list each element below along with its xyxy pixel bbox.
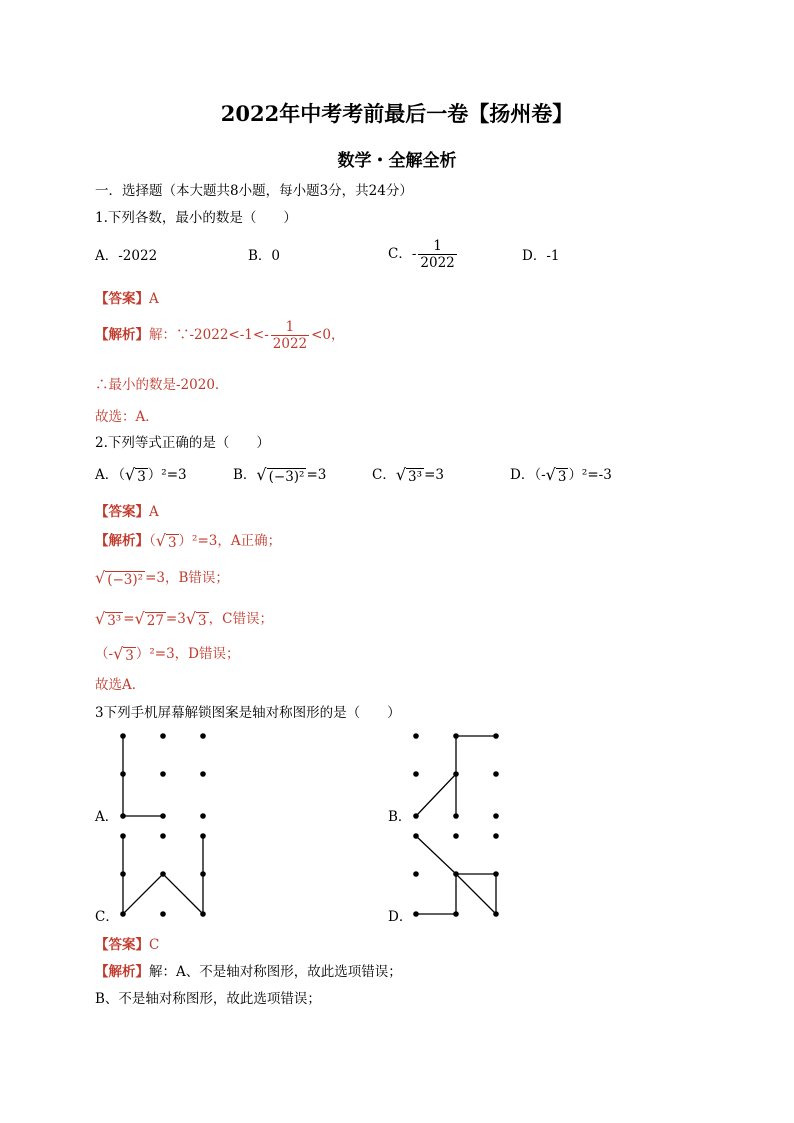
q3-analysis-line-1 [95, 963, 402, 981]
sqrt-expression: √ 3 [185, 609, 207, 629]
q1-option-c [388, 238, 459, 271]
answer-value: A [149, 291, 159, 307]
fraction-denominator: 2022 [420, 255, 455, 271]
q3-pattern-d [408, 830, 504, 922]
q2-analysis-line-4 [95, 645, 240, 664]
q3-option-d-label: D． [388, 909, 413, 925]
radicand: (−3)² [268, 469, 305, 485]
analysis-fraction [271, 319, 309, 352]
sqrt-expression: √ 3³ [395, 465, 423, 485]
analysis-text: = [123, 611, 135, 627]
analysis-text: =3 [165, 611, 186, 627]
q2-analysis-line-2 [95, 569, 229, 588]
radicand: 3 [557, 469, 567, 485]
q3-option-a-label: A． [95, 809, 119, 825]
option-text: A．（ [95, 467, 125, 483]
analysis-text: ）²=3，D错误； [135, 646, 240, 662]
analysis-text: （- [95, 646, 114, 662]
option-text: =3 [424, 467, 444, 483]
q1-conclusion: ∴最小的数是-2020． [95, 377, 229, 393]
q1-option-a: A．-2022 [95, 248, 158, 264]
option-text: =3 [306, 467, 327, 483]
radicand: 3³ [107, 613, 122, 629]
answer-tag: 【答案】 [95, 937, 149, 953]
analysis-text: ）²=3，A正确； [178, 533, 282, 549]
pattern-stroke [456, 874, 496, 914]
answer-value: A [149, 504, 159, 520]
pattern-stroke [416, 874, 456, 914]
option-text: ）²=-3 [568, 467, 612, 483]
q2-analysis-line-1 [95, 532, 281, 551]
analysis-text: 解：A、不是轴对称图形，故此选项错误； [149, 964, 402, 980]
q2-analysis-line-3 [95, 610, 273, 629]
option-text: ）²=3 [147, 467, 187, 483]
q3-option-b-label: B． [388, 809, 412, 825]
q1-choose: 故选：A． [95, 409, 159, 425]
q3-option-c-label: C． [95, 909, 119, 925]
q2-option-b [233, 466, 326, 485]
sqrt-expression: √ 3 [545, 465, 567, 485]
analysis-tag: 【解析】 [95, 327, 149, 343]
analysis-tag: 【解析】 [95, 964, 149, 980]
radicand: 3 [137, 469, 146, 485]
sqrt-expression: √ 27 [134, 609, 164, 629]
q3-pattern-c [115, 830, 211, 922]
q3-pattern-b [408, 730, 504, 824]
q2-option-a [95, 466, 187, 485]
q1-stem: 1.下列各数，最小的数是（ ） [95, 210, 297, 226]
answer-tag: 【答案】 [95, 291, 149, 307]
radicand: 3 [167, 535, 177, 551]
q3-pattern-a [115, 730, 211, 824]
q1-analysis [95, 319, 345, 352]
q3-answer [95, 936, 159, 954]
q1-option-d: D．-1 [522, 248, 560, 264]
radicand: 3 [198, 613, 207, 629]
q2-choose: 故选A． [95, 677, 146, 693]
option-text: C． [372, 467, 396, 483]
sqrt-expression: √ (−3)² [95, 568, 144, 588]
q1-option-c-label: C．- [388, 246, 417, 262]
q1-answer [95, 290, 159, 308]
radicand: 3 [125, 648, 134, 664]
radicand: 3³ [408, 469, 423, 485]
sqrt-expression: √ (−3)² [256, 465, 305, 485]
analysis-tag: 【解析】 [95, 533, 149, 549]
q3-analysis-line-2: B、不是轴对称图形，故此选项错误； [95, 991, 321, 1007]
sqrt-expression: √ 3³ [95, 609, 122, 629]
radicand: (−3)² [107, 572, 144, 588]
analysis-text: 解：∵-2022<-1<- [149, 327, 269, 343]
sqrt-expression: √ 3 [155, 531, 177, 551]
analysis-text: <0， [311, 327, 345, 343]
radicand: 27 [146, 613, 164, 629]
q2-answer [95, 503, 159, 521]
analysis-text: （ [149, 533, 156, 549]
q3-stem: 3下列手机屏幕解锁图案是轴对称图形的是（ ） [95, 705, 401, 721]
q1-option-b: B．0 [248, 248, 281, 264]
q2-option-c [372, 466, 444, 485]
page-title: 2022年中考考前最后一卷【扬州卷】 [220, 101, 574, 126]
analysis-text: ，C错误； [208, 611, 273, 627]
answer-tag: 【答案】 [95, 504, 149, 520]
fraction-denominator: 2022 [272, 336, 308, 352]
sqrt-expression: √ 3 [113, 644, 134, 664]
option-text: D．（- [510, 467, 546, 483]
option-text: B． [233, 467, 257, 483]
section-heading: 一．选择题（本大题共8小题，每小题3分，共24分） [95, 183, 413, 199]
answer-value: C [149, 937, 160, 953]
fraction-numerator: 1 [285, 319, 295, 335]
q2-option-d [510, 466, 612, 485]
analysis-text: =3，B错误； [145, 570, 229, 586]
fraction-numerator: 1 [433, 238, 442, 254]
page-subtitle: 数学・全解全析 [337, 151, 457, 171]
pattern-dots [120, 733, 206, 819]
pattern-stroke [123, 736, 163, 816]
q2-stem: 2.下列等式正确的是（ ） [95, 435, 270, 451]
q1-option-c-fraction [418, 238, 456, 271]
sqrt-expression: √ 3 [125, 465, 146, 485]
